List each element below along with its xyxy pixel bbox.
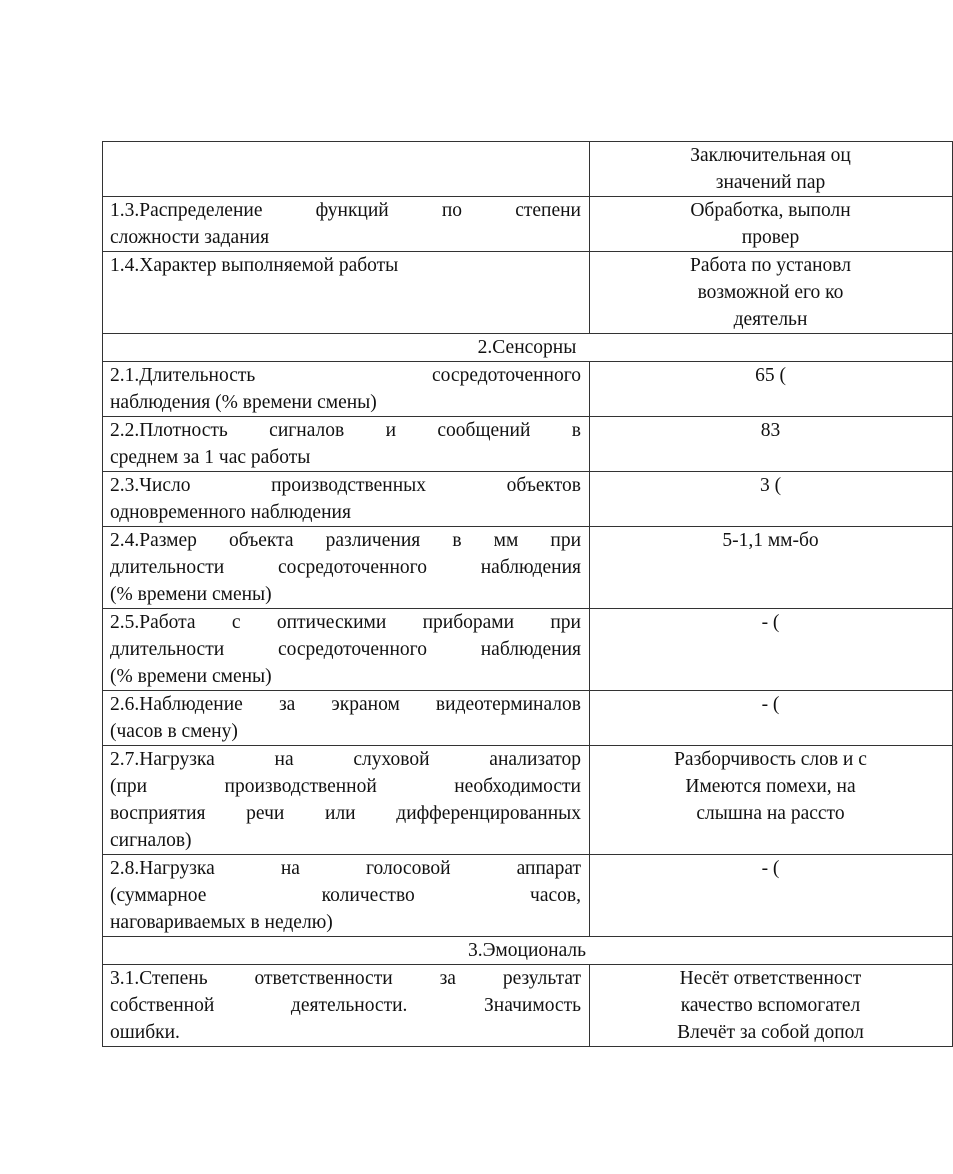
parameter-name-line: 2.7.Нагрузка на слуховой анализатор: [110, 749, 581, 770]
assessment-value-line: деятельн: [733, 309, 808, 330]
parameter-name-cell: [103, 417, 590, 472]
assessment-value-line: Разборчивость слов и с: [674, 749, 867, 770]
parameter-name-line: (при производственной необходимости: [110, 776, 581, 797]
assessment-value-line: 65 (: [755, 365, 786, 386]
parameter-name-line: 2.5.Работа с оптическими приборами при: [110, 612, 581, 633]
section-title: 3.Эмоциональ: [103, 937, 953, 965]
parameter-name-cell: [103, 362, 590, 417]
assessment-value-cell: [590, 362, 953, 417]
assessment-value-line: Работа по установл: [690, 255, 851, 276]
parameter-name-line: 2.2.Плотность сигналов и сообщений в: [110, 420, 581, 441]
assessment-value-cell: [590, 855, 953, 937]
parameter-name-line: одновременного наблюдения: [110, 502, 351, 523]
assessment-value-cell: [590, 691, 953, 746]
assessment-value-line: провер: [741, 227, 800, 248]
assessment-value-line: - (: [761, 858, 780, 879]
assessment-value-line: - (: [761, 612, 780, 633]
parameter-name-line: 1.4.Характер выполняемой работы: [110, 255, 399, 276]
parameter-name-line: длительности сосредоточенного наблюдения: [110, 639, 581, 660]
parameter-name-line: собственной деятельности. Значимость: [110, 995, 581, 1016]
header-line: Заключительная оц: [690, 145, 851, 166]
assessment-value-line: 5-1,1 мм-бо: [722, 530, 819, 551]
assessment-value-cell: [590, 746, 953, 855]
assessment-value-line: Имеются помехи, на: [685, 776, 856, 797]
parameter-name-line: (% времени смены): [110, 666, 272, 687]
parameter-name-cell: [103, 609, 590, 691]
parameter-name-cell: [103, 965, 590, 1047]
assessment-value-line: возможной его ко: [697, 282, 844, 303]
table-row: [103, 527, 953, 609]
parameter-name-line: сигналов): [110, 830, 192, 851]
assessment-value-line: Несёт ответственност: [679, 968, 862, 989]
assessment-value-line: 3 (: [759, 475, 782, 496]
table-row: [103, 362, 953, 417]
table-row: [103, 965, 953, 1047]
assessment-value-line: Обработка, выполн: [690, 200, 851, 221]
parameter-name-line: (% времени смены): [110, 584, 272, 605]
parameter-name-line: 3.1.Степень ответственности за результат: [110, 968, 581, 989]
table-row: [103, 746, 953, 855]
table-row: [103, 417, 953, 472]
parameter-name-cell: [103, 197, 590, 252]
parameter-name-line: среднем за 1 час работы: [110, 447, 311, 468]
parameter-name-line: 2.8.Нагрузка на голосовой аппарат: [110, 858, 581, 879]
assessment-value-cell: [590, 609, 953, 691]
assessment-value-cell: [590, 472, 953, 527]
table-row: [103, 252, 953, 334]
assessment-value-line: качество вспомогател: [680, 995, 861, 1016]
table-row: [103, 691, 953, 746]
header-assessment-cell: [590, 142, 953, 197]
table-row: [103, 472, 953, 527]
parameter-name-line: 2.4.Размер объекта различения в мм при: [110, 530, 581, 551]
assessment-table: [102, 141, 953, 1047]
header-parameter-cell: [103, 142, 590, 197]
parameter-name-line: наговариваемых в неделю): [110, 912, 333, 933]
parameter-name-cell: [103, 472, 590, 527]
parameter-name-line: 1.3.Распределение функций по степени: [110, 200, 581, 221]
assessment-value-cell: [590, 417, 953, 472]
assessment-value-cell: [590, 527, 953, 609]
header-line: значений пар: [715, 172, 826, 193]
assessment-value-line: слышна на рассто: [696, 803, 845, 824]
assessment-value-cell: [590, 965, 953, 1047]
table-row: [103, 855, 953, 937]
parameter-name-line: длительности сосредоточенного наблюдения: [110, 557, 581, 578]
parameter-name-line: восприятия речи или дифференцированных: [110, 803, 581, 824]
assessment-value-cell: [590, 252, 953, 334]
assessment-value-line: - (: [761, 694, 780, 715]
parameter-name-line: 2.6.Наблюдение за экраном видеотерминалов: [110, 694, 581, 715]
parameter-name-line: наблюдения (% времени смены): [110, 392, 377, 413]
table-row: [103, 609, 953, 691]
section-title: 2.Сенсорны: [103, 334, 953, 362]
parameter-name-line: ошибки.: [110, 1022, 180, 1043]
parameter-name-cell: [103, 252, 590, 334]
assessment-value-line: 83: [760, 420, 781, 441]
assessment-value-line: Влечёт за собой допол: [677, 1022, 864, 1043]
parameter-name-cell: [103, 527, 590, 609]
parameter-name-cell: [103, 691, 590, 746]
assessment-table-body: [103, 142, 953, 1047]
parameter-name-cell: [103, 855, 590, 937]
parameter-name-line: сложности задания: [110, 227, 270, 248]
section-row: [103, 937, 953, 965]
parameter-name-line: 2.3.Число производственных объектов: [110, 475, 581, 496]
assessment-value-cell: [590, 197, 953, 252]
table-header-row: [103, 142, 953, 197]
parameter-name-line: (часов в смену): [110, 721, 238, 742]
parameter-name-line: (суммарное количество часов,: [110, 885, 581, 906]
parameter-name-line: 2.1.Длительность сосредоточенного: [110, 365, 581, 386]
section-row: [103, 334, 953, 362]
parameter-name-cell: [103, 746, 590, 855]
table-row: [103, 197, 953, 252]
